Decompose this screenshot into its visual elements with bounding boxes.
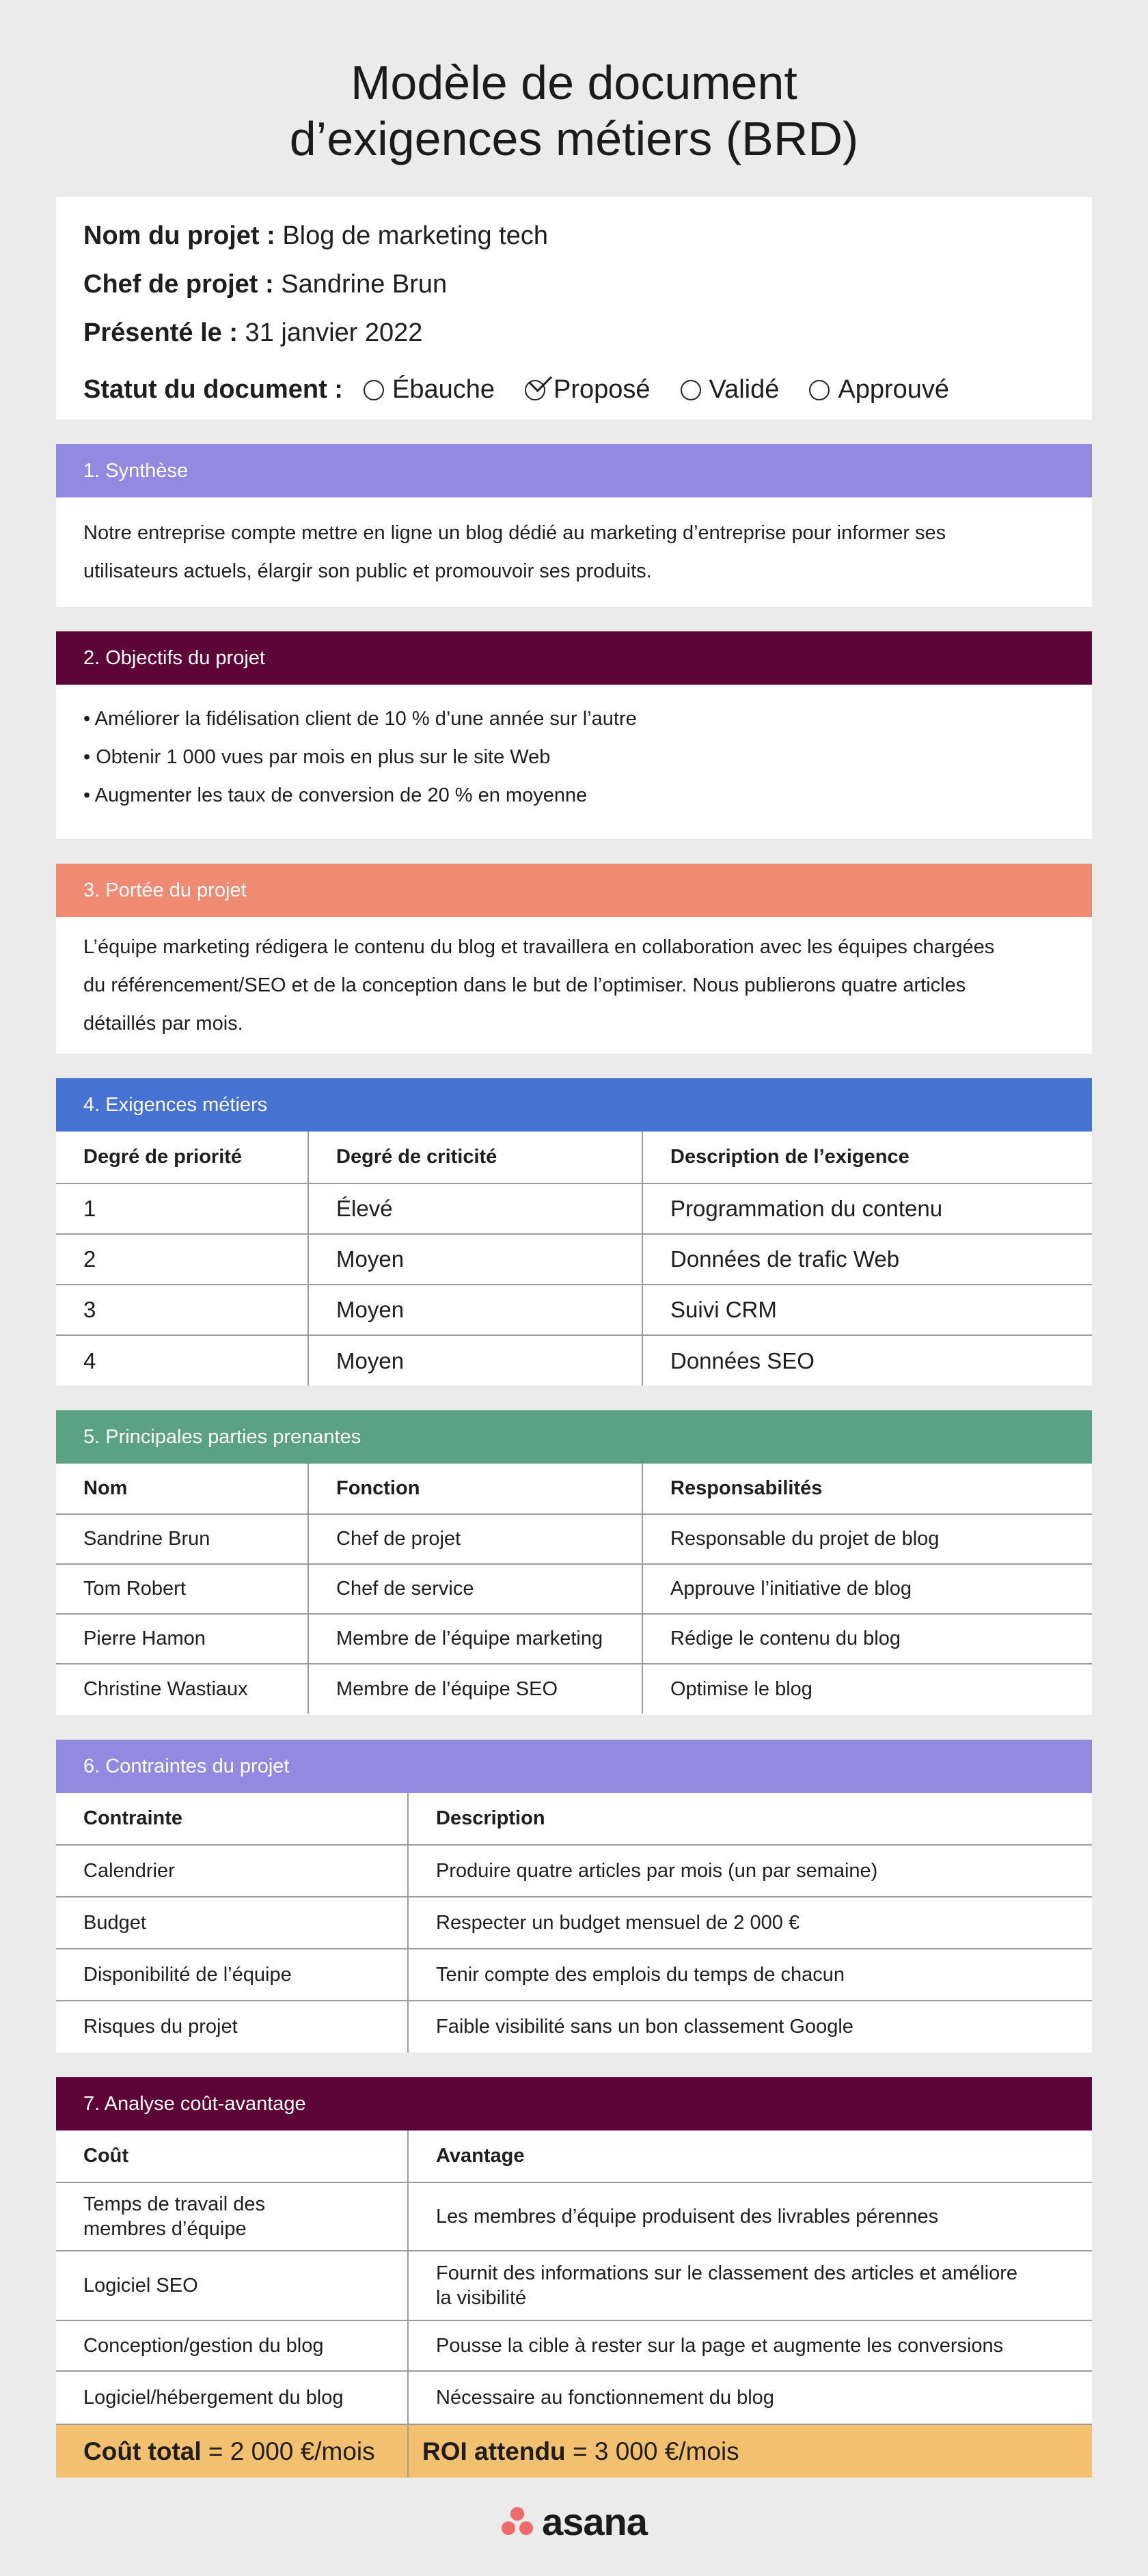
table-cell: 4 — [83, 1347, 96, 1373]
status-option-proposed[interactable] — [525, 375, 651, 405]
status-option-validated[interactable] — [681, 375, 780, 405]
column-header: Coût — [56, 2130, 408, 2182]
section-stakeholders-header: 5. Principales parties prenantes — [56, 1410, 1092, 1464]
section-requirements-header: 4. Exigences métiers — [56, 1078, 1092, 1132]
total-cost-label: Coût total — [83, 2437, 202, 2465]
table-cell: Responsable du projet de blog — [642, 1514, 1092, 1564]
cost-benefit-table — [56, 2130, 1092, 2478]
title-line-1: Modèle de document — [351, 56, 797, 109]
table-cell: Chef de service — [308, 1564, 642, 1614]
section-summary-header: 1. Synthèse — [56, 444, 1092, 497]
scope-line: du référencement/SEO et de la conception dans le but de l’optimiser. Nous publierons quatre articles — [83, 974, 966, 996]
table-cell: Moyen — [308, 1234, 642, 1285]
table-cell: 1 — [56, 1183, 308, 1234]
presented-date-label: Présenté le : — [83, 318, 238, 347]
total-cost-cell — [56, 2424, 408, 2478]
total-cost-value: = 2 000 €/mois — [201, 2437, 375, 2465]
section-objectives-body — [56, 685, 1092, 839]
table-cell: Conception/gestion du blog — [56, 2320, 408, 2371]
project-name-row — [83, 220, 1065, 269]
table-row — [56, 1897, 1092, 1949]
roi-value: = 3 000 €/mois — [565, 2437, 739, 2465]
objective-item: • Améliorer la fidélisation client de 10 % d’une année sur l’autre — [83, 708, 637, 730]
column-header: Fonction — [308, 1464, 642, 1514]
page-title — [0, 55, 1148, 167]
table-header-row — [56, 1793, 1092, 1845]
presented-date-value: 31 janvier 2022 — [238, 318, 423, 347]
table-cell: Élevé — [308, 1183, 642, 1234]
project-manager-row — [83, 269, 1065, 317]
table-row — [56, 1514, 1092, 1564]
summary-line: utilisateurs actuels, élargir son public et promouvoir ses produits. — [83, 560, 652, 582]
table-cell: Disponibilité de l’équipe — [56, 1949, 408, 2001]
table-row — [56, 1845, 1092, 1897]
table-cell: Programmation du contenu — [642, 1183, 1092, 1234]
summary-line: Notre entreprise compte mettre en ligne un blog dédié au marketing d’entreprise pour informer ses — [83, 522, 946, 544]
column-header: Nom — [56, 1464, 308, 1514]
section-scope-body — [56, 917, 1092, 1054]
project-info-card — [56, 197, 1092, 420]
scope-line: L’équipe marketing rédigera le contenu du blog et travaillera en collaboration avec les équipes chargées — [83, 936, 995, 958]
table-row — [56, 1564, 1092, 1614]
asana-logo — [0, 2501, 1148, 2542]
project-manager-label: Chef de projet : — [83, 270, 274, 299]
section-objectives-header: 2. Objectifs du projet — [56, 631, 1092, 685]
table-row — [56, 1234, 1092, 1285]
radio-unchecked-icon[interactable] — [809, 380, 830, 400]
section-constraints-header: 6. Contraintes du projet — [56, 1740, 1092, 1793]
status-option-label: Proposé — [553, 375, 651, 404]
section-cost-benefit-header: 7. Analyse coût-avantage — [56, 2077, 1092, 2130]
table-cell: Christine Wastiaux — [83, 1677, 248, 1700]
total-row — [56, 2424, 1092, 2478]
table-cell: Logiciel/hébergement du blog — [56, 2371, 408, 2424]
project-name-value: Blog de marketing tech — [275, 221, 548, 250]
requirements-table — [56, 1132, 1092, 1386]
constraints-table — [56, 1793, 1092, 2053]
table-row — [56, 1335, 1092, 1386]
table-cell: Risques du projet — [83, 2016, 238, 2038]
table-cell: Suivi CRM — [642, 1285, 1092, 1335]
table-row — [56, 2371, 1092, 2424]
column-header: Description — [408, 1793, 1092, 1845]
table-cell: Optimise le blog — [642, 1664, 1092, 1714]
table-cell: Produire quatre articles par mois (un par semaine) — [408, 1845, 1092, 1897]
roi-cell — [408, 2424, 1092, 2478]
asana-dots-icon — [501, 2506, 534, 2536]
table-cell: Moyen — [308, 1285, 642, 1335]
table-cell: Chef de projet — [308, 1514, 642, 1564]
table-cell: Approuve l’initiative de blog — [642, 1564, 1092, 1614]
table-cell: 3 — [56, 1285, 308, 1335]
table-cell: Données SEO — [642, 1335, 1092, 1386]
section-scope-header: 3. Portée du projet — [56, 864, 1092, 917]
status-option-approved[interactable] — [809, 375, 949, 405]
presented-date-row — [83, 317, 1065, 366]
table-header-row — [56, 2130, 1092, 2182]
table-cell: 2 — [56, 1234, 308, 1285]
table-header-row — [56, 1464, 1092, 1514]
table-cell: Les membres d’équipe produisent des livrables pérennes — [408, 2182, 1092, 2251]
status-option-draft[interactable] — [364, 375, 495, 405]
table-cell: Temps de travail des membres d’équipe — [56, 2182, 408, 2251]
stakeholders-table-card — [56, 1464, 1092, 1715]
objective-item: • Augmenter les taux de conversion de 20 % en moyenne — [83, 784, 588, 806]
column-header: Contrainte — [56, 1793, 408, 1845]
table-cell: Pousse la cible à rester sur la page et augmente les conversions — [408, 2320, 1092, 2371]
constraints-table-card — [56, 1793, 1092, 2053]
objective-item: • Obtenir 1 000 vues par mois en plus sur le site Web — [83, 746, 551, 768]
table-row — [56, 1285, 1092, 1335]
cost-benefit-table-card — [56, 2130, 1092, 2478]
column-header: Description de l’exigence — [642, 1132, 1092, 1183]
radio-unchecked-icon[interactable] — [681, 380, 701, 400]
radio-checked-icon[interactable] — [525, 380, 545, 400]
document-status-row — [83, 366, 1065, 414]
table-row — [56, 2320, 1092, 2371]
status-option-label: Validé — [709, 375, 780, 404]
table-row — [56, 2251, 1092, 2320]
table-cell: Budget — [56, 1897, 408, 1949]
column-header: Degré de criticité — [308, 1132, 642, 1183]
project-name-label: Nom du projet : — [83, 221, 275, 250]
project-manager-value: Sandrine Brun — [273, 270, 448, 299]
table-cell: Logiciel SEO — [56, 2251, 408, 2320]
table-row — [56, 2182, 1092, 2251]
column-header: Degré de priorité — [56, 1132, 308, 1183]
table-cell: Respecter un budget mensuel de 2 000 € — [408, 1897, 1092, 1949]
requirements-table-card — [56, 1132, 1092, 1386]
table-cell: Pierre Hamon — [56, 1614, 308, 1664]
table-row — [56, 1183, 1092, 1234]
asana-wordmark: asana — [542, 2499, 647, 2543]
status-option-label: Ébauche — [392, 375, 495, 404]
status-option-label: Approuvé — [838, 375, 950, 404]
table-row — [56, 1949, 1092, 2001]
table-cell: Sandrine Brun — [56, 1514, 308, 1564]
table-cell: Moyen — [308, 1335, 642, 1386]
table-cell: Fournit des informations sur le classement des articles et améliore la visibilité — [408, 2251, 1092, 2320]
table-cell: Membre de l’équipe SEO — [308, 1664, 642, 1714]
table-row — [56, 2001, 1092, 2053]
scope-line: détaillés par mois. — [83, 1013, 243, 1034]
table-cell: Calendrier — [56, 1845, 408, 1897]
document-status-label: Statut du document : — [83, 375, 343, 404]
stakeholders-table — [56, 1464, 1092, 1714]
table-cell: Rédige le contenu du blog — [642, 1614, 1092, 1664]
table-cell: Faible visibilité sans un bon classement Google — [408, 2001, 1092, 2053]
table-cell: Nécessaire au fonctionnement du blog — [408, 2371, 1092, 2424]
table-header-row — [56, 1132, 1092, 1183]
checkmark-icon — [529, 369, 552, 392]
table-cell: Données de trafic Web — [642, 1234, 1092, 1285]
table-cell: Tom Robert — [56, 1564, 308, 1614]
radio-unchecked-icon[interactable] — [364, 380, 384, 400]
table-row — [56, 1664, 1092, 1714]
roi-label: ROI attendu — [422, 2437, 566, 2465]
column-header: Responsabilités — [642, 1464, 1092, 1514]
table-cell: Membre de l’équipe marketing — [308, 1614, 642, 1664]
title-line-2: d’exigences métiers (BRD) — [289, 112, 859, 165]
table-cell: Tenir compte des emplois du temps de chacun — [408, 1949, 1092, 2001]
section-summary-body — [56, 497, 1092, 607]
table-row — [56, 1614, 1092, 1664]
column-header: Avantage — [408, 2130, 1092, 2182]
